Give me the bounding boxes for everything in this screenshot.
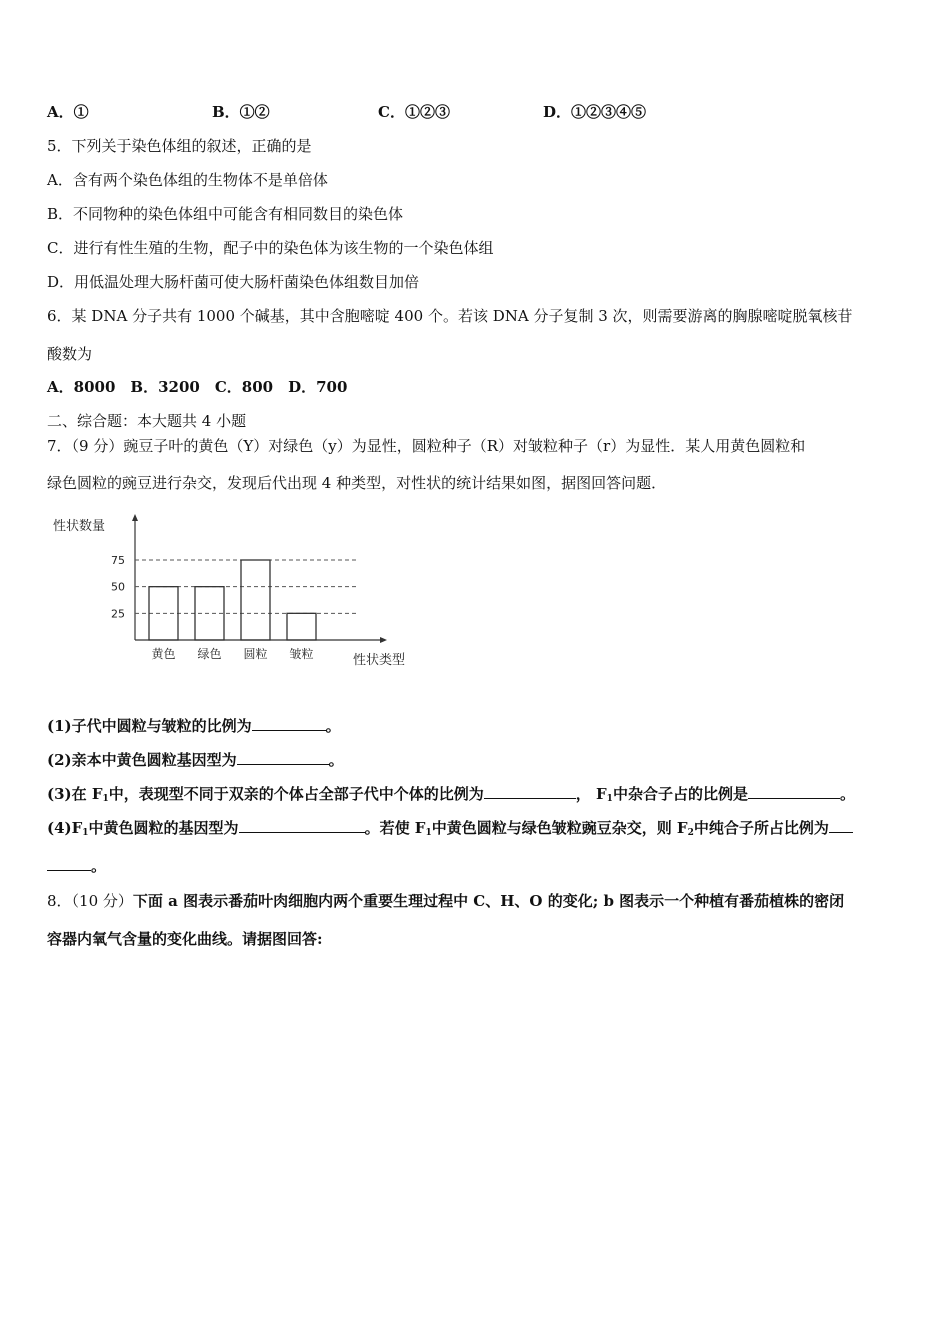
y-tick-label: 25 (111, 607, 125, 621)
section-heading: 二、综合题：本大题共 4 小题 (47, 412, 247, 430)
q5-option-c: C．进行有性生殖的生物，配子中的染色体为该生物的一个染色体组 (47, 239, 494, 257)
q7-sub3-end: 。 (839, 785, 855, 803)
q8-stem-line2: 容器内氧气含量的变化曲线。请据图回答: (47, 930, 323, 948)
q5-option-d: D．用低温处理大肠杆菌可使大肠杆菌染色体组数目加倍 (47, 273, 420, 291)
q7-sub3 (47, 784, 855, 809)
q7-sub1-text: (1)子代中圆粒与皱粒的比例为 (47, 717, 252, 735)
subscript: 1 (425, 828, 432, 838)
answer-blank[interactable] (252, 716, 326, 731)
y-tick-label: 50 (111, 580, 125, 594)
x-axis-arrow (380, 637, 387, 643)
y-tick-label: 75 (111, 554, 125, 567)
q4-option-b: B．①② (212, 103, 270, 121)
q7-sub3-part: 中杂合子占的比例是 (612, 785, 748, 803)
answer-blank[interactable] (47, 856, 91, 871)
q7-sub4 (47, 818, 853, 843)
q8-stem-line1 (47, 891, 844, 911)
q7-sub3-part: 中，表现型不同于双亲的个体占全部子代中个体的比例为 (108, 785, 484, 803)
y-axis-arrow (132, 514, 138, 521)
q7-sub4-part: 中黄色圆粒与绿色皱粒豌豆杂交，则 F (431, 819, 688, 837)
category-label: 绿色 (197, 647, 222, 661)
chart-bars (149, 560, 316, 640)
q4-option-d: D．①②③④⑤ (543, 103, 647, 121)
q6-options: A．8000 B．3200 C．800 D．700 (47, 378, 348, 396)
trait-bar-chart (45, 506, 425, 676)
answer-blank[interactable] (237, 750, 329, 765)
q7-number: 7． (47, 437, 72, 455)
q8-score: （10 分） (71, 892, 133, 910)
q7-sub4-continued (47, 856, 106, 876)
q4-option-c: C．①②③ (378, 103, 450, 121)
category-label: 圆粒 (243, 647, 268, 661)
q8-stem-text: 下面 a 图表示番茄叶肉细胞内两个重要生理过程中 C、H、O 的变化; b 图表示一个种植有番茄植株的密闭 (132, 892, 845, 910)
category-label: 黄色 (151, 647, 176, 661)
subscript: 1 (102, 794, 109, 804)
q7-sub4-part: 中黄色圆粒的基因型为 (88, 819, 239, 837)
answer-blank[interactable] (748, 784, 840, 799)
category-label: 皱粒 (289, 647, 314, 661)
bar-4 (287, 613, 316, 640)
subscript: 1 (606, 794, 613, 804)
q6-stem-line2: 酸数为 (47, 345, 93, 363)
q5-stem: 5．下列关于染色体组的叙述，正确的是 (47, 137, 312, 155)
q7-sub2-end: 。 (328, 751, 344, 769)
q7-sub4-end: 。 (91, 857, 107, 875)
q7-sub4-part: (4)F (47, 819, 83, 837)
bar-3 (241, 560, 270, 640)
q7-sub3-part: ， F (575, 785, 607, 803)
q7-stem-line1 (47, 436, 805, 456)
q7-sub1 (47, 716, 341, 736)
q7-stem-line2: 绿色圆粒的豌豆进行杂交，发现后代出现 4 种类型，对性状的统计结果如图，据图回答问题． (47, 474, 667, 492)
q4-option-a: A．① (47, 103, 89, 121)
q8-number: 8． (47, 892, 72, 910)
answer-blank[interactable] (829, 818, 853, 833)
q7-sub4-part: 。若使 F (364, 819, 426, 837)
q7-sub3-part: (3)在 F (47, 785, 103, 803)
q7-sub2-text: (2)亲本中黄色圆粒基因型为 (47, 751, 237, 769)
q6-stem-line1: 6．某 DNA 分子共有 1000 个碱基，其中含胞嘧啶 400 个。若该 DNA 分子复制 3 次，则需要游离的胸腺嘧啶脱氧核苷 (47, 307, 853, 325)
chart-category-labels (151, 646, 313, 661)
subscript: 2 (687, 828, 694, 838)
chart-y-ticks (111, 554, 125, 620)
q7-score: （9 分） (71, 437, 124, 455)
answer-blank[interactable] (239, 818, 365, 833)
chart-axes (132, 514, 387, 643)
q5-option-a: A．含有两个染色体组的生物体不是单倍体 (47, 171, 328, 189)
subscript: 1 (82, 828, 89, 838)
q5-option-b: B．不同物种的染色体组中可能含有相同数目的染色体 (47, 205, 404, 223)
q7-sub1-end: 。 (325, 717, 341, 735)
chart-x-label: 性状类型 (353, 653, 406, 668)
answer-blank[interactable] (484, 784, 576, 799)
q7-stem-text: 豌豆子叶的黄色（Y）对绿色（y）为显性，圆粒种子（R）对皱粒种子（r）为显性．某人用黄色圆粒和 (123, 437, 806, 455)
q7-sub2 (47, 750, 344, 770)
q7-sub4-part: 中纯合子所占比例为 (693, 819, 829, 837)
chart-y-label: 性状数量 (53, 519, 106, 534)
